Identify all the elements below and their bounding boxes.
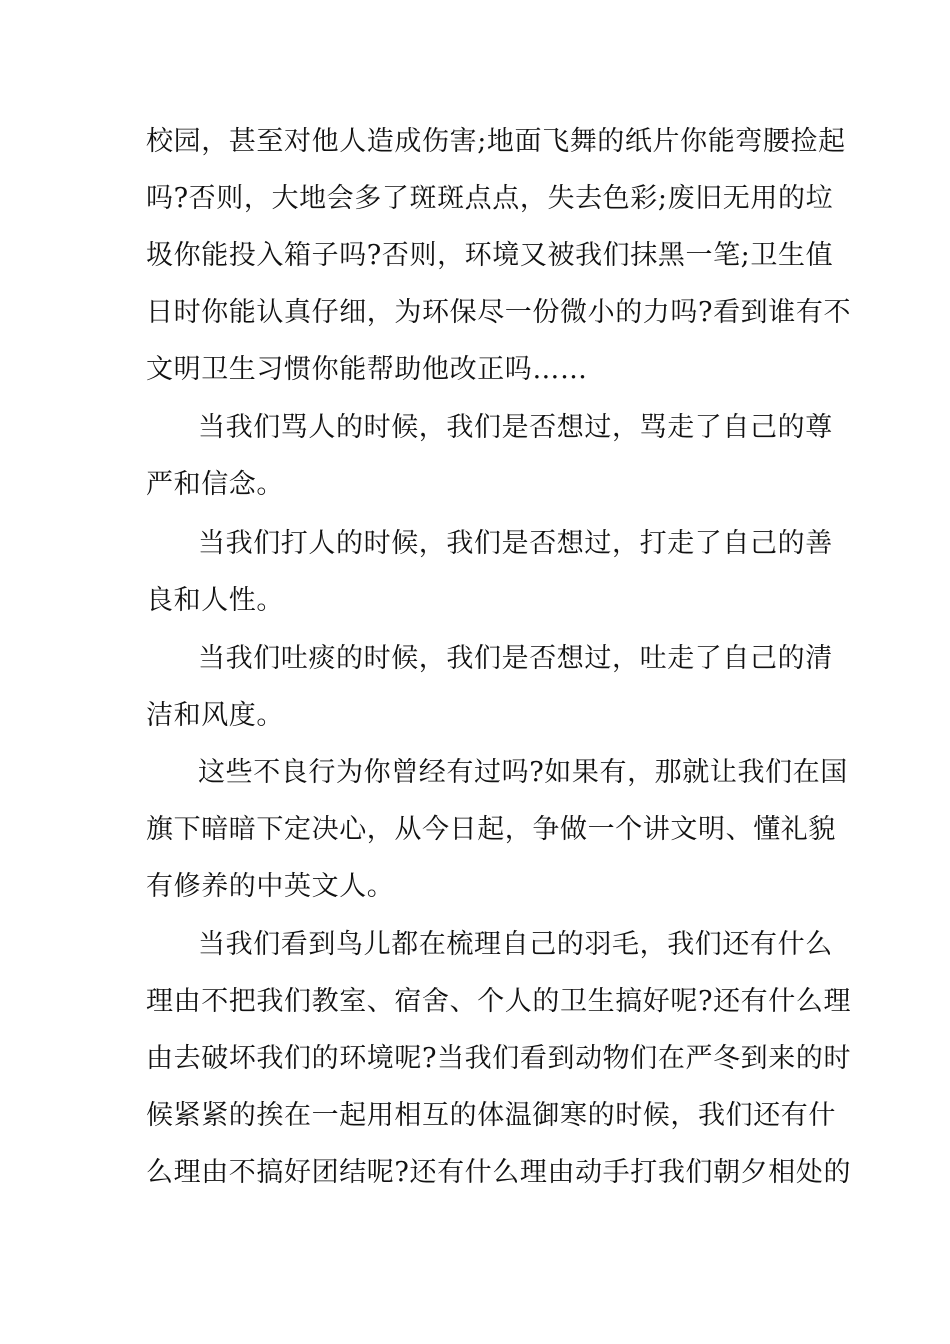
text-line: 理由不把我们教室、宿舍、个人的卫生搞好呢?还有什么理 bbox=[146, 986, 852, 1017]
text-line: 日时你能认真仔细，为环保尽一份微小的力吗?看到谁有不 bbox=[146, 297, 852, 328]
text-line: 吗?否则，大地会多了斑斑点点，失去色彩;废旧无用的垃 bbox=[146, 183, 834, 214]
text-line: 严和信念。 bbox=[146, 469, 284, 500]
paragraph-first-line: 当我们看到鸟儿都在梳理自己的羽毛，我们还有什么 bbox=[198, 929, 833, 960]
text-line: 旗下暗暗下定决心，从今日起，争做一个讲文明、懂礼貌 bbox=[146, 814, 836, 845]
text-line: 候紧紧的挨在一起用相互的体温御寒的时候，我们还有什 bbox=[146, 1100, 836, 1131]
paragraph-first-line: 当我们吐痰的时候，我们是否想过，吐走了自己的清 bbox=[198, 643, 833, 674]
paragraph-first-line: 当我们打人的时候，我们是否想过，打走了自己的善 bbox=[198, 528, 833, 559]
text-line: 文明卫生习惯你能帮助他改正吗…… bbox=[146, 354, 588, 385]
paragraph-first-line: 当我们骂人的时候，我们是否想过，骂走了自己的尊 bbox=[198, 412, 833, 443]
text-line: 么理由不搞好团结呢?还有什么理由动手打我们朝夕相处的 bbox=[146, 1157, 852, 1188]
text-line: 校园，甚至对他人造成伤害;地面飞舞的纸片你能弯腰捡起 bbox=[146, 126, 846, 157]
paragraph-first-line: 这些不良行为你曾经有过吗?如果有，那就让我们在国 bbox=[198, 757, 848, 788]
text-line: 圾你能投入箱子吗?否则，环境又被我们抹黑一笔;卫生值 bbox=[146, 240, 834, 271]
text-line: 洁和风度。 bbox=[146, 700, 284, 731]
text-line: 由去破坏我们的环境呢?当我们看到动物们在严冬到来的时 bbox=[146, 1043, 852, 1074]
text-line: 有修养的中英文人。 bbox=[146, 871, 395, 902]
text-line: 良和人性。 bbox=[146, 585, 284, 616]
